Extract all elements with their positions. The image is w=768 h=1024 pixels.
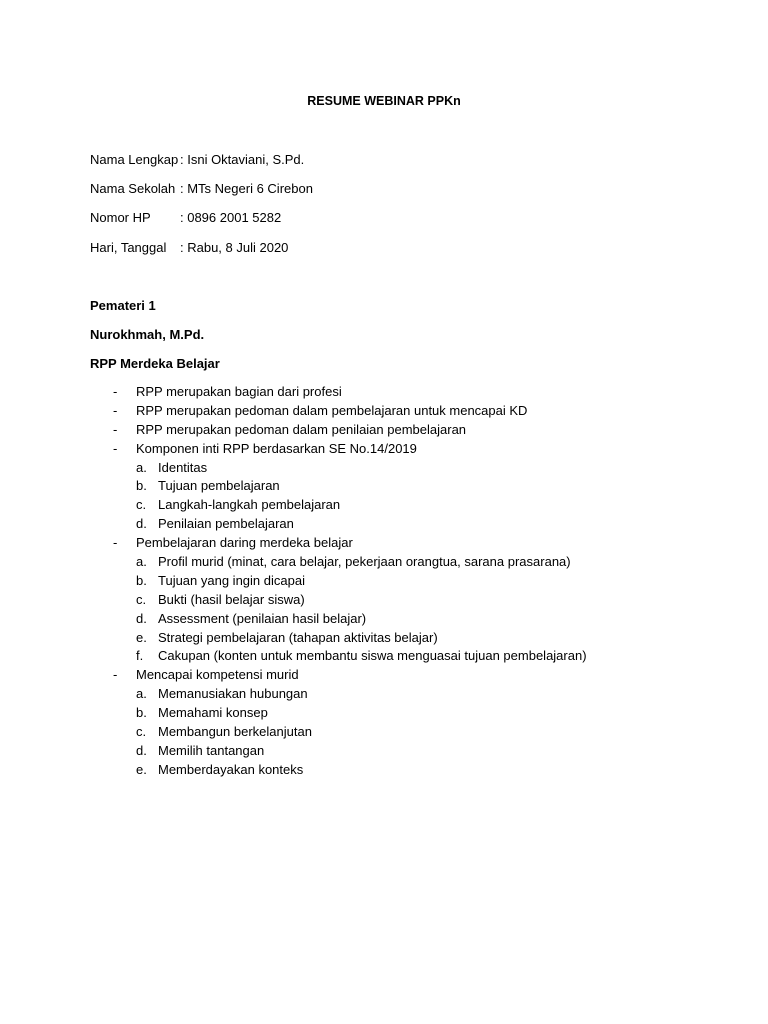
list-item-text: RPP merupakan bagian dari profesi <box>136 384 342 399</box>
bullet-marker: - <box>113 421 118 437</box>
sub-list-item <box>0 553 768 572</box>
list-item <box>0 666 768 685</box>
letter-marker: c. <box>136 724 147 740</box>
list-item-text: Pembelajaran daring merdeka belajar <box>136 535 353 551</box>
sub-list-item-text: Memilih tantangan <box>158 742 265 758</box>
sub-list-item-text: Cakupan (konten untuk membantu siswa menguasai tujuan pembelajaran) <box>158 648 587 664</box>
info-label: Hari, Tanggal <box>90 240 167 255</box>
list-item-text: RPP merupakan pedoman dalam penilaian pembelajaran <box>136 421 467 437</box>
info-label: Nama Sekolah <box>90 181 176 196</box>
bullet-marker: - <box>113 440 118 456</box>
sub-list-item <box>0 477 768 496</box>
info-label: Nomor HP <box>90 210 151 225</box>
sub-list-item <box>0 515 768 534</box>
sub-list-item-text: Profil murid (minat, cara belajar, pekerjaan orangtua, sarana prasarana) <box>158 554 571 570</box>
bullet-marker: - <box>113 402 118 418</box>
sub-list-item-text: Memberdayakan konteks <box>158 761 304 777</box>
sub-list-item <box>0 647 768 666</box>
bullet-marker: - <box>113 384 118 399</box>
speaker-heading: Pemateri 1 <box>90 298 156 313</box>
list-item <box>0 402 768 421</box>
info-label: Nama Lengkap <box>90 152 179 167</box>
letter-marker: e. <box>136 761 147 777</box>
letter-marker: b. <box>136 572 147 588</box>
letter-marker: b. <box>136 478 147 494</box>
list-item-text: RPP merupakan pedoman dalam pembelajaran untuk mencapai KD <box>136 402 528 418</box>
letter-marker: e. <box>136 629 147 645</box>
letter-marker: d. <box>136 610 147 626</box>
list-item <box>0 440 768 459</box>
sub-list-item <box>0 761 768 780</box>
document-title: RESUME WEBINAR PPKn <box>307 94 461 108</box>
list-item <box>0 534 768 553</box>
sub-list-item-text: Langkah-langkah pembelajaran <box>158 497 341 513</box>
sub-list-item-text: Penilaian pembelajaran <box>158 516 294 532</box>
list-item-text: Mencapai kompetensi murid <box>136 667 299 683</box>
info-row-school <box>90 181 313 196</box>
letter-marker: f. <box>136 648 144 664</box>
sub-list-item-text: Memanusiakan hubungan <box>158 686 308 702</box>
sub-list-item <box>0 572 768 591</box>
info-value: : Isni Oktaviani, S.Pd. <box>180 152 305 167</box>
letter-marker: d. <box>136 516 147 532</box>
letter-marker: c. <box>136 497 147 513</box>
bullet-list <box>0 383 768 780</box>
info-row-date <box>90 240 288 255</box>
sub-list-item-text: Tujuan pembelajaran <box>158 478 280 494</box>
list-item <box>0 421 768 440</box>
letter-marker: d. <box>136 742 147 758</box>
info-row-phone <box>90 210 281 225</box>
info-row-name <box>90 152 304 167</box>
letter-marker: a. <box>136 459 147 475</box>
topic-heading: RPP Merdeka Belajar <box>90 356 220 371</box>
info-value: : Rabu, 8 Juli 2020 <box>180 240 289 255</box>
bullet-marker: - <box>113 667 118 683</box>
sub-list-item <box>0 629 768 648</box>
sub-list-item-text: Tujuan yang ingin dicapai <box>158 572 305 588</box>
sub-list-item-text: Bukti (hasil belajar siswa) <box>158 591 305 607</box>
info-value: : 0896 2001 5282 <box>180 210 282 225</box>
sub-list-item <box>0 496 768 515</box>
speaker-name: Nurokhmah, M.Pd. <box>90 327 205 342</box>
sub-list-item <box>0 459 768 478</box>
sub-list-item <box>0 723 768 742</box>
info-value: : MTs Negeri 6 Cirebon <box>180 181 313 196</box>
list-item-text: Komponen inti RPP berdasarkan SE No.14/2019 <box>136 440 417 456</box>
letter-marker: a. <box>136 554 147 570</box>
bullet-marker: - <box>113 535 118 551</box>
letter-marker: c. <box>136 591 147 607</box>
list-item <box>0 383 768 402</box>
sub-list-item-text: Memahami konsep <box>158 705 268 721</box>
letter-marker: b. <box>136 705 147 721</box>
sub-list-item-text: Identitas <box>158 459 208 475</box>
sub-list-item-text: Strategi pembelajaran (tahapan aktivitas belajar) <box>158 629 438 645</box>
sub-list-item-text: Membangun berkelanjutan <box>158 724 312 740</box>
sub-list-item <box>0 704 768 723</box>
sub-list-item <box>0 685 768 704</box>
sub-list-item <box>0 742 768 761</box>
sub-list-item-text: Assessment (penilaian hasil belajar) <box>158 610 367 626</box>
sub-list-item <box>0 610 768 629</box>
letter-marker: a. <box>136 686 147 702</box>
sub-list-item <box>0 591 768 610</box>
